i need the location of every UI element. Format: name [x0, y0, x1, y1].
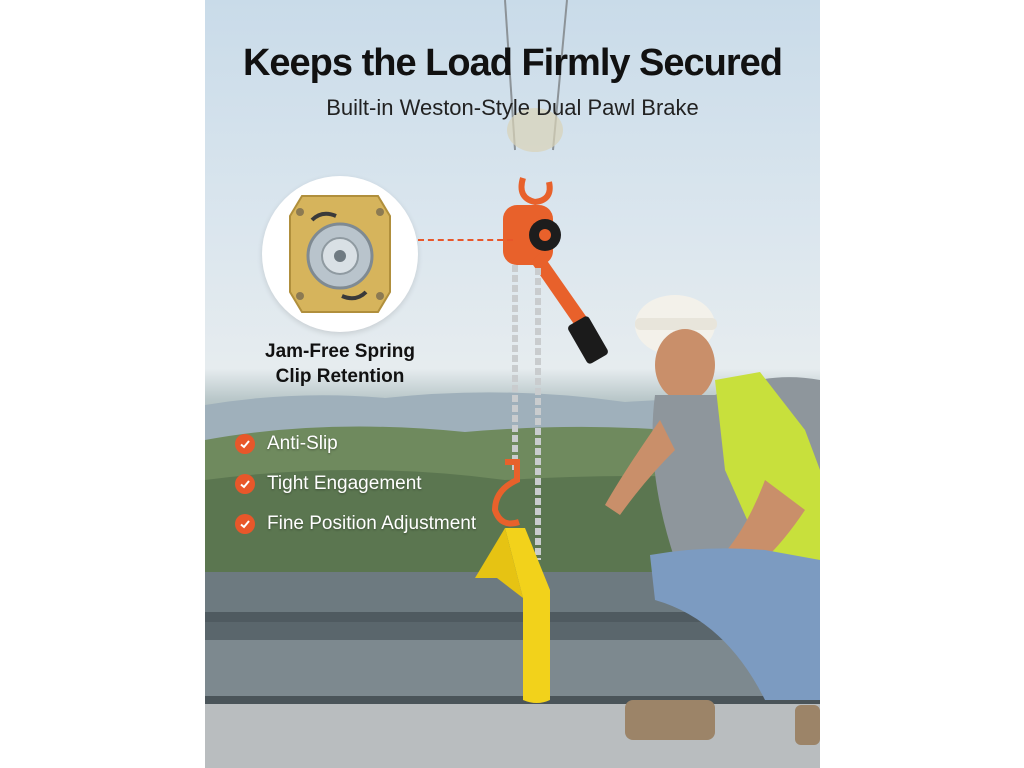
feature-item [235, 504, 476, 544]
top-hook [522, 178, 550, 202]
feature-label: Tight Engagement [267, 473, 422, 494]
feature-item [235, 464, 476, 504]
check-icon [235, 434, 255, 454]
check-icon [235, 474, 255, 494]
product-image-panel [205, 0, 820, 768]
brake-detail-callout [262, 176, 418, 332]
brake-plate-icon [262, 176, 418, 332]
detail-caption-line1: Jam-Free Spring [265, 341, 415, 362]
detail-caption [235, 339, 445, 389]
feature-label: Fine Position Adjustment [267, 513, 477, 534]
callout-pointer-line [418, 239, 513, 241]
feature-list [235, 424, 476, 544]
steel-beam-web [205, 640, 820, 700]
lever-hoist [503, 205, 609, 365]
feature-item [235, 424, 476, 464]
detail-caption-line2: Clip Retention [275, 366, 405, 387]
page-subtitle: Built-in Weston-Style Dual Pawl Brake [326, 95, 699, 120]
check-icon [235, 514, 255, 534]
page-title: Keeps the Load Firmly Secured [242, 42, 783, 84]
feature-label: Anti-Slip [267, 433, 338, 454]
